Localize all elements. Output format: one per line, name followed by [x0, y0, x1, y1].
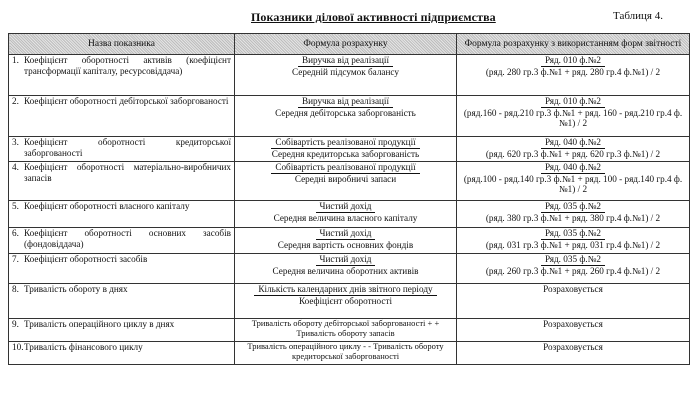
indicator-name: Тривалість фінансового циклу — [24, 342, 143, 352]
table-row — [9, 201, 690, 228]
report-denominator: (ряд. 380 гр.3 ф.№1 + ряд. 380 гр.4 ф.№1) / 2 — [485, 212, 661, 223]
row-number: 2. — [12, 96, 19, 106]
table-row — [9, 254, 690, 284]
report-denominator: (ряд. 280 гр.3 ф.№1 + ряд. 280 гр.4 ф.№1) / 2 — [485, 66, 661, 77]
indicator-name: Тривалість обороту в днях — [24, 284, 128, 294]
table-row — [9, 228, 690, 254]
indicator-name: Коефіцієнт оборотності дебіторської заборгованості — [24, 96, 229, 106]
report-numerator: Ряд. 010 ф.№2 — [541, 55, 605, 67]
indicator-name: Коефіцієнт оборотності засобів — [24, 254, 148, 264]
formula-denominator: Коефіцієнт оборотності — [298, 295, 393, 306]
formula-numerator: Чистий дохід — [316, 254, 376, 266]
page-title: Показники ділової активності підприємства — [251, 10, 496, 24]
formula-denominator: Середня величина власного капіталу — [273, 212, 418, 223]
table-row — [9, 96, 690, 137]
report-denominator: (ряд. 031 гр.3 ф.№1 + ряд. 031 гр.4 ф.№1) / 2 — [485, 239, 661, 250]
formula-denominator: Середня величина оборотних активів — [272, 265, 419, 276]
formula-denominator: Середня дебіторська заборгованість — [275, 107, 416, 118]
row-number: 6. — [12, 228, 19, 238]
report-numerator: Ряд. 040 ф.№2 — [541, 137, 605, 149]
indicator-name: Коефіцієнт оборотності власного капіталу — [24, 201, 190, 211]
indicator-name: Коефіцієнт оборотності матеріально-виробничих запасів — [24, 162, 231, 183]
table-row — [9, 55, 690, 96]
indicator-name: Коефіцієнт оборотності активів (коефіцієнт трансформації капіталу, ресурсовіддача) — [24, 55, 231, 76]
formula-numerator: Виручка від реалізації — [298, 55, 393, 67]
formula-numerator: Чистий дохід — [316, 201, 376, 213]
formula-numerator: Виручка від реалізації — [298, 96, 393, 108]
indicator-name: Тривалість операційного циклу в днях — [24, 319, 175, 329]
formula-denominator: Середній підсумок балансу — [292, 66, 399, 77]
indicator-name: Коефіцієнт оборотності основних засобів (фондовіддача) — [24, 228, 231, 249]
table-row — [9, 137, 690, 162]
calc-note: Розраховується — [457, 284, 690, 319]
table-header-row — [9, 34, 690, 55]
table-label: Таблиця 4. — [613, 10, 663, 22]
report-numerator: Ряд. 040 ф.№2 — [541, 162, 605, 174]
row-number: 9. — [12, 319, 19, 329]
row-number: 1. — [12, 55, 19, 65]
table-row — [9, 284, 690, 319]
row-number: 4. — [12, 162, 19, 172]
table-row — [9, 162, 690, 201]
indicators-table — [8, 33, 690, 365]
report-denominator: (ряд. 260 гр.3 ф.№1 + ряд. 260 гр.4 ф.№1) / 2 — [485, 265, 661, 276]
formula-numerator: Собівартість реалізованої продукції — [271, 162, 419, 174]
formula-denominator: Середня вартість основних фондів — [277, 239, 414, 250]
formula-text: Тривалість обороту дебіторської заборгованості + + Тривалість обороту запасів — [235, 319, 457, 342]
row-number: 7. — [12, 254, 19, 264]
report-numerator: Ряд. 035 ф.№2 — [541, 228, 605, 240]
row-number: 3. — [12, 137, 19, 147]
row-number: 8. — [12, 284, 19, 294]
table-row — [9, 319, 690, 342]
report-numerator: Ряд. 035 ф.№2 — [541, 254, 605, 266]
formula-denominator: Середня кредиторська заборгованість — [271, 148, 420, 159]
calc-note: Розраховується — [457, 342, 690, 365]
formula-text: Тривалість операційного циклу - - Тривалість обороту кредиторської заборгованості — [235, 342, 457, 365]
row-number: 5. — [12, 201, 19, 211]
report-numerator: Ряд. 010 ф.№2 — [541, 96, 605, 108]
header-formula: Формула розрахунку — [235, 34, 457, 55]
header-indicator-name: Назва показника — [9, 34, 235, 55]
indicator-name: Коефіцієнт оборотності кредиторської заборгованості — [24, 137, 231, 158]
report-numerator: Ряд. 035 ф.№2 — [541, 201, 605, 213]
calc-note: Розраховується — [457, 319, 690, 342]
table-row — [9, 342, 690, 365]
formula-numerator: Кількість календарних днів звітного періоду — [254, 284, 436, 296]
formula-numerator: Чистий дохід — [316, 228, 376, 240]
report-denominator: (ряд.100 - ряд.140 гр.3 ф.№1 + ряд. 100 - ряд.140 гр.4 ф.№1) / 2 — [463, 173, 683, 194]
formula-denominator: Середні виробничі запаси — [294, 173, 397, 184]
formula-numerator: Собівартість реалізованої продукції — [271, 137, 419, 149]
header-formula-reporting: Формула розрахунку з використанням форм звітності — [457, 34, 690, 55]
row-number: 10. — [12, 342, 24, 352]
report-denominator: (ряд.160 - ряд.210 гр.3 ф.№1 + ряд. 160 - ряд.210 гр.4 ф.№1) / 2 — [463, 107, 683, 128]
report-denominator: (ряд. 620 гр.3 ф.№1 + ряд. 620 гр.3 ф.№1) / 2 — [485, 148, 661, 159]
